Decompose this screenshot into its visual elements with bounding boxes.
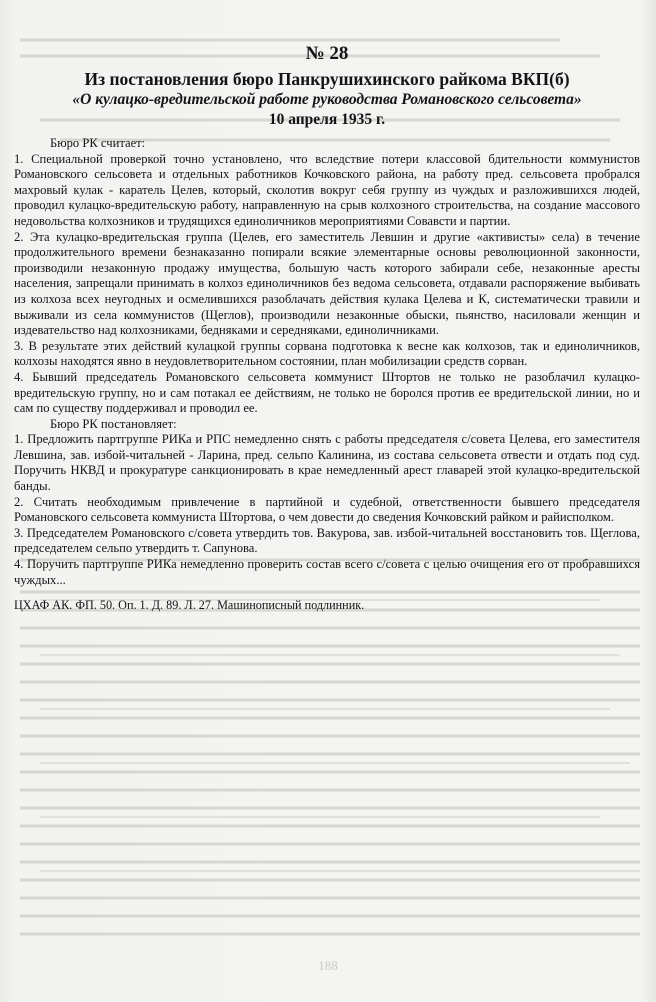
section-lead-resolves: Бюро РК постановляет: — [50, 416, 177, 431]
page-number: 188 — [318, 958, 338, 973]
section-lead-considers: Бюро РК считает: — [50, 136, 146, 150]
document-content — [14, 42, 640, 613]
resolves-item: 1. Предложить партгруппе РИКа и РПС немедленно снять с работы председателя с/совета Целева, его заместителя Левшина, зав. избой-читальней - Ларина, пред. сельпо Калинина, из состава сельсовета отвести и отдать под суд. Поручить НКВД и прокуратуре санкционировать в крае немедленный арест главарей этой кулацко-вредительской банды. — [14, 432, 640, 494]
resolves-item: 2. Считать необходимым привлечение в партийной и судебной, ответственности бывшего председателя Романовского сельсовета коммуниста Штортова, о чем довести до сведения Кочковский райком и райисполком. — [14, 494, 640, 525]
document-number: № 28 — [305, 43, 349, 64]
document-body — [14, 136, 640, 613]
considers-item: 1. Специальной проверкой точно установлено, что вследствие потери классовой бдительности коммунистов Романовского сельсовета и отдельных работников Кочковского района, на работу пред. сельсовета пробрался махровый кулак - каратель Целев, который, сколотив вокруг себя группу из чуждых и разложившихся людей, проводил кулацко-вредительскую работу, направленную на срыв колхозного строительства, на создание массового недовольства колхозников и трудящихся единоличников мероприятиями Совавсти и партии. — [14, 151, 640, 228]
resolves-item: 3. Председателем Романовского с/совета утвердить тов. Вакурова, зав. избой-читальней восстановить тов. Щеглова, председателем сельпо утвердить т. Сапунова. — [14, 525, 640, 556]
considers-item: 2. Эта кулацко-вредительская группа (Целев, его заместитель Левшин и другие «активисты» села) в течение продолжительного времени безнаказанно попирали всякие элементарные основы революционной законности, производили незаконную продажу имущества, большую часть которого забирали себе, незаконные аресты населения, запрещали принимать в колхоз единоличников без ведома сельсовета, отдавали распоряжение выбивать из колхоза всех неугодных и осмелившихся разоблачать действия кулака Целева и К, систематически травили и выживали из села коммунистов (Щеглов), производили незаконные обыски, пьянство, насиловали женщин и издевательство над колхозниками, бедняками и середняками, единоличниками. — [14, 229, 640, 338]
document-subtitle: «О кулацко-вредительской работе руководства Романовского сельсовета» — [72, 91, 582, 108]
considers-item: 4. Бывший председатель Романовского сельсовета коммунист Штортов не только не разоблачил кулацко-вредительскую группу, но и сам потакал ее действиям, не только не боролся против ее вредительской линии, но и сам по существу поддерживал и проводил ее. — [14, 369, 640, 416]
document-date: 10 апреля 1935 г. — [268, 111, 386, 128]
considers-item: 3. В результате этих действий кулацкой группы сорвана подготовка к весне как колхозов, так и единоличников, колхозы находятся явно в неудовлетворительном состоянии, план мобилизации средств сорван. — [14, 338, 640, 369]
archive-source: ЦХАФ АК. ФП. 50. Оп. 1. Д. 89. Л. 27. Машинописный подлинник. — [14, 598, 365, 613]
document-title: Из постановления бюро Панкрушихинского райкома ВКП(б) — [84, 69, 570, 89]
resolves-item: 4. Поручить партгруппе РИКа немедленно проверить состав всего с/совета с целью очищения его от пробравшихся чуждых... — [14, 557, 640, 587]
